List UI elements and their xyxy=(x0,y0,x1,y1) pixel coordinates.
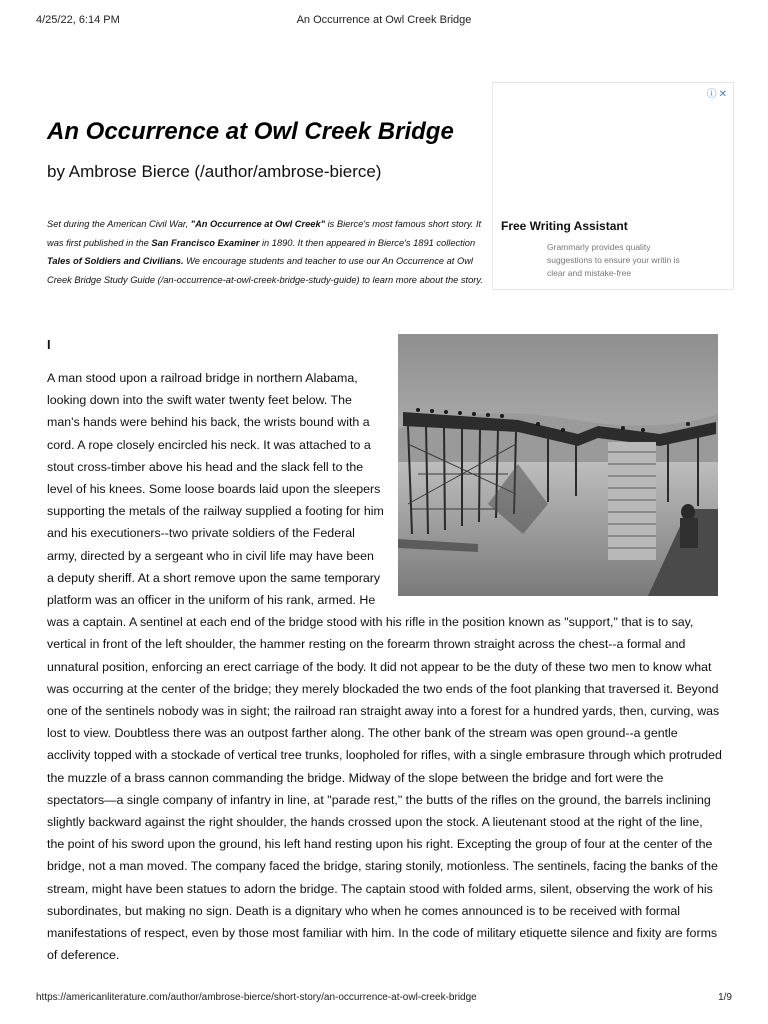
advertisement-box[interactable] xyxy=(492,82,734,290)
ad-body: Grammarly provides quality suggestions to ensure your writin is clear and mistake-free xyxy=(547,242,680,278)
ad-title[interactable]: Free Writing Assistant xyxy=(501,219,628,233)
intro-work-title: "An Occurrence at Owl Creek" xyxy=(190,219,326,229)
page-number: 1/9 xyxy=(718,992,732,1003)
story-text: A man stood upon a railroad bridge in northern Alabama, looking down into the swift water twenty feet below. The man's hands were behind his back, the wrists bound with a cord. A rope closely encircled his neck. It was attached to a stout cross-timber above his head and the slack fell to the level of his knees. Some loose boards laid upon the sleepers supporting the metals of the railway supplied a footing for him and his executioners--two private soldiers of the Federal army, directed by a sergeant who in civil life may have been a deputy sheriff. At a short remove upon the same temporary platform was an officer in the uniform of his rank, armed. He was a captain. A sentinel at each end of the bridge stood with his rifle in the position known as "support," that is to say, vertical in front of the left shoulder, the hammer resting on the forearm thrown straight across the chest--a formal and unnatural position, enforcing an erect carriage of the body. It did not appear to be the duty of these two men to know what was occurring at the center of the bridge; they merely blockaded the two ends of the foot planking that traversed it. Beyond one of the sentinels nobody was in sight; the railroad ran straight away into a forest for a hundred yards, then, curving, was lost to view. Doubtless there was an outpost farther along. The other bank of the stream was open ground--a gentle acclivity topped with a stockade of vertical tree trunks, loopholed for rifles, with a single embrasure through which protruded the muzzle of a brass cannon commanding the bridge. Midway of the slope between the bridge and fort were the spectators—a single company of infantry in line, at "parade rest," the butts of the rifles on the ground, the barrels inclining slightly backward against the right shoulder, the hands crossed upon the stock. A lieutenant stood at the right of the line, the point of his sword upon the ground, his left hand resting upon his right. Excepting the group of four at the center of the bridge, not a man moved. The company faced the bridge, staring stonily, motionless. The sentinels, facing the banks of the stream, might have been statues to adorn the bridge. The captain stood with folded arms, silent, observing the work of his subordinates, but making no sign. Death is a dignitary who when he comes announced is to be received with formal manifestations of respect, even by those most familiar with him. In the code of military etiquette silence and fixity are forms of deference. xyxy=(47,371,722,963)
intro-text-1: Set during the American Civil War, xyxy=(47,219,191,229)
author-byline[interactable]: by Ambrose Bierce (/author/ambrose-bierce) xyxy=(47,162,382,181)
story-paragraph xyxy=(47,367,722,966)
print-datetime: 4/25/22, 6:14 PM xyxy=(36,14,120,26)
print-header xyxy=(36,14,732,30)
page-title: An Occurrence at Owl Creek Bridge xyxy=(47,118,454,145)
ad-choices-icon[interactable]: ⓘ✕ xyxy=(706,89,729,100)
intro-text-3: in 1890. It then appeared in Bierce's 1891 collection xyxy=(259,237,476,248)
intro-collection: Tales of Soldiers and Civilians. xyxy=(47,256,184,267)
print-doc-title: An Occurrence at Owl Creek Bridge xyxy=(296,14,472,26)
print-url: https://americanliterature.com/author/ambrose-bierce/short-story/an-occurrence-at-owl-creek-bridge xyxy=(36,992,477,1003)
story-intro xyxy=(47,215,487,289)
section-number: I xyxy=(47,337,51,352)
intro-text-2: is Bierce's most famous short story. It was first published in the xyxy=(47,219,482,248)
print-footer xyxy=(36,992,732,1008)
intro-text-4: We encourage students and teacher to use our An Occurrence at Owl Creek Bridge Study Guide (/an-occurrence-at-owl-creek-bridge-study-guide) to learn more about the story. xyxy=(47,256,483,285)
intro-newspaper: San Francisco Examiner xyxy=(151,237,260,248)
photo-wrap-spacer xyxy=(384,367,722,611)
